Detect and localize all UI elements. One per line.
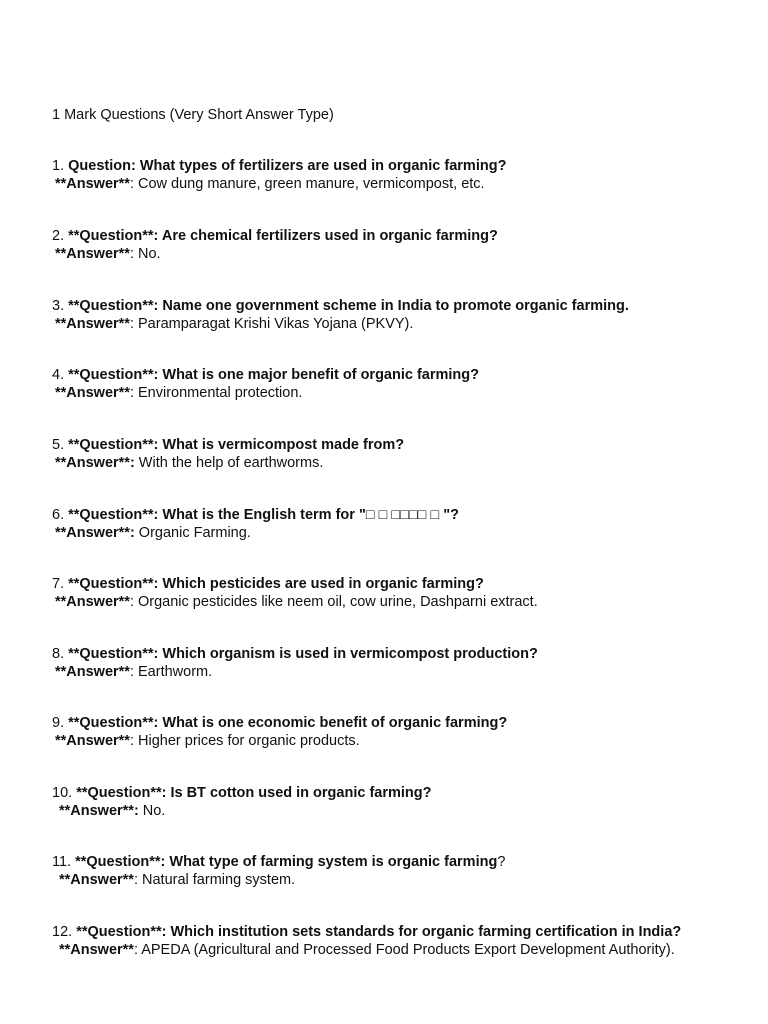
- question-number: 4.: [52, 367, 65, 383]
- question-number: 6.: [52, 507, 65, 523]
- question-number: 12.: [52, 924, 73, 940]
- answer-text: : Cow dung manure, green manure, vermicompost, etc.: [129, 175, 485, 192]
- qa-item-5: [52, 437, 752, 472]
- question-text: What types of fertilizers are used in organic farming?: [139, 158, 507, 174]
- qa-item-2: [52, 228, 752, 263]
- answer-line: [52, 455, 752, 473]
- question-number: 3.: [52, 298, 65, 314]
- answer-label: **Answer**: [55, 175, 130, 192]
- question-text: Is BT cotton used in organic farming?: [170, 785, 432, 801]
- question-prefix: **Question**:: [64, 228, 162, 244]
- question-text: What is the English term for "□ □ □□□□ □ "?: [162, 507, 459, 523]
- answer-label: **Answer**: [59, 941, 134, 958]
- answer-label: **Answer**: [59, 871, 134, 888]
- qa-item-1: [52, 158, 752, 193]
- question-text: What is one economic benefit of organic farming?: [162, 715, 508, 731]
- answer-label: **Answer**: [55, 315, 130, 332]
- question-prefix: **Question**:: [64, 298, 163, 314]
- question-prefix: **Question**:: [71, 854, 170, 870]
- question-text: What is vermicompost made from?: [162, 437, 405, 453]
- answer-line: [52, 664, 752, 682]
- question-number: 1.: [52, 158, 65, 174]
- question-tail: ?: [497, 854, 506, 870]
- question-prefix: **Question**:: [64, 646, 163, 662]
- question-line: [52, 298, 752, 316]
- answer-text: : Environmental protection.: [129, 384, 303, 401]
- answer-text: : Earthworm.: [129, 663, 213, 680]
- answer-label: **Answer**: [55, 384, 130, 401]
- question-prefix: **Question**:: [72, 785, 171, 801]
- question-prefix: Question:: [64, 158, 140, 174]
- question-line: [52, 158, 752, 176]
- question-prefix: **Question**:: [72, 924, 171, 940]
- answer-line: [52, 872, 752, 890]
- question-number: 9.: [52, 715, 65, 731]
- answer-text: With the help of earthworms.: [134, 454, 324, 471]
- question-number: 8.: [52, 646, 65, 662]
- question-line: [52, 854, 752, 872]
- answer-text: : APEDA (Agricultural and Processed Food Products Export Development Authority).: [133, 941, 675, 958]
- answer-text: Organic Farming.: [134, 524, 251, 541]
- question-line: [52, 576, 752, 594]
- question-line: [52, 228, 752, 246]
- answer-text: No.: [138, 802, 166, 819]
- question-text: Which pesticides are used in organic farming?: [162, 576, 484, 592]
- question-text: Are chemical fertilizers used in organic farming?: [161, 228, 498, 244]
- answer-line: [52, 246, 752, 264]
- question-prefix: **Question**:: [64, 367, 163, 383]
- qa-item-7: [52, 576, 752, 611]
- question-number: 10.: [52, 785, 73, 801]
- answer-text: : Organic pesticides like neem oil, cow urine, Dashparni extract.: [129, 593, 538, 610]
- question-line: [52, 924, 752, 942]
- question-line: [52, 785, 752, 803]
- answer-line: [52, 316, 752, 334]
- qa-item-10: [52, 785, 752, 820]
- question-prefix: **Question**:: [64, 576, 163, 592]
- section-heading: 1 Mark Questions (Very Short Answer Type): [52, 107, 334, 123]
- answer-line: [52, 803, 752, 821]
- question-line: [52, 437, 752, 455]
- answer-label: **Answer**: [55, 663, 130, 680]
- answer-text: : Paramparagat Krishi Vikas Yojana (PKVY).: [129, 315, 414, 332]
- qa-item-12: [52, 924, 752, 959]
- answer-line: [52, 942, 752, 960]
- question-text: Which institution sets standards for organic farming certification in India?: [170, 924, 682, 940]
- question-number: 7.: [52, 576, 65, 592]
- answer-label: **Answer**: [55, 732, 130, 749]
- qa-item-11: [52, 854, 752, 889]
- question-text: Name one government scheme in India to promote organic farming.: [162, 298, 629, 314]
- question-text: Which organism is used in vermicompost production?: [162, 646, 538, 662]
- answer-line: [52, 525, 752, 543]
- question-line: [52, 507, 752, 525]
- question-line: [52, 367, 752, 385]
- question-number: 11.: [52, 854, 72, 870]
- question-prefix: **Question**:: [64, 437, 163, 453]
- answer-label: **Answer**:: [55, 454, 135, 471]
- qa-item-6: [52, 507, 752, 542]
- answer-label: **Answer**:: [59, 802, 139, 819]
- question-line: [52, 715, 752, 733]
- answer-text: : Higher prices for organic products.: [129, 732, 360, 749]
- question-number: 2.: [52, 228, 65, 244]
- qa-item-9: [52, 715, 752, 750]
- answer-label: **Answer**: [55, 593, 130, 610]
- answer-line: [52, 733, 752, 751]
- question-text: What type of farming system is organic farming: [169, 854, 498, 870]
- qa-item-8: [52, 646, 752, 681]
- qa-item-3: [52, 298, 752, 333]
- answer-line: [52, 594, 752, 612]
- answer-label: **Answer**: [55, 245, 130, 262]
- answer-text: : Natural farming system.: [133, 871, 296, 888]
- answer-text: : No.: [129, 245, 161, 262]
- question-text: What is one major benefit of organic farming?: [162, 367, 479, 383]
- question-line: [52, 646, 752, 664]
- answer-line: [52, 176, 752, 194]
- question-prefix: **Question**:: [64, 507, 163, 523]
- answer-line: [52, 385, 752, 403]
- question-prefix: **Question**:: [64, 715, 163, 731]
- question-number: 5.: [52, 437, 65, 453]
- qa-item-4: [52, 367, 752, 402]
- answer-label: **Answer**:: [55, 524, 135, 541]
